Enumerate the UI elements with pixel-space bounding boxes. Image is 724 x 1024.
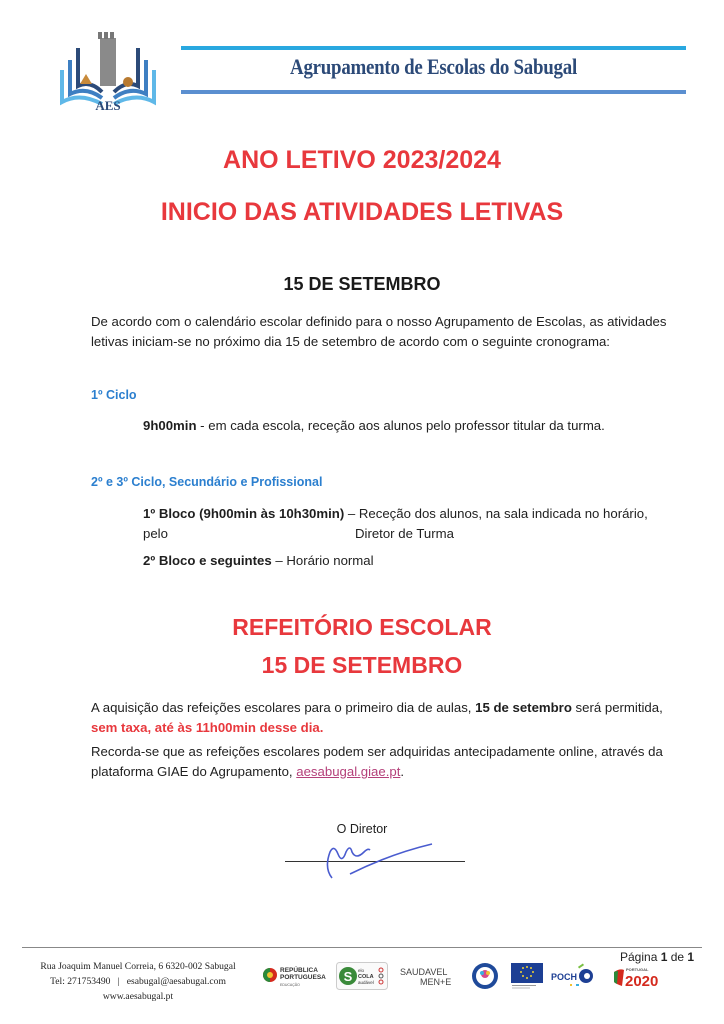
text: . (400, 764, 405, 779)
cafeteria-paragraph (91, 698, 671, 738)
page-of: de (667, 950, 688, 964)
director-label: O Diretor (336, 822, 388, 836)
address: Rua Joaquim Manuel Correia, 6 6320-002 Sabugal (40, 961, 236, 972)
intro-paragraph: De acordo com o calendário escolar definido para o nosso Agrupamento de Escolas, as atividades letivas iniciam-se no próximo dia 15 de setembro de acordo com o seguinte cronograma: (91, 314, 667, 349)
republica-portuguesa-logo (262, 962, 334, 990)
eco-escola-logo (336, 962, 388, 990)
logo-text: PORTUGAL (626, 967, 649, 972)
logo-text: SAUDAVEL (400, 967, 448, 977)
logo-text: elo (358, 968, 365, 973)
portugal-2020-logo (612, 962, 668, 990)
text: Recorda-se que as refeições escolares podem ser adquiridas antecipadamente online, através da plataforma GIAE do Agrupamento, (91, 744, 663, 779)
schedule-text: - em cada escola, receção aos alunos pelo professor titular da turma. (196, 418, 605, 433)
logo-text: COLA (358, 974, 374, 980)
logo-text: PORTUGUESA (280, 974, 326, 981)
schedule-text-continuation: Diretor de Turma (355, 526, 454, 541)
website[interactable]: www.aesabugal.pt (102, 991, 174, 1002)
page-current: 1 (660, 950, 668, 964)
separator: | (117, 976, 120, 987)
online-purchase-paragraph (91, 742, 671, 782)
phone: Tel: 271753490 (50, 976, 111, 987)
header-bar-bottom (181, 90, 686, 94)
text: A aquisição das refeições escolares para o primeiro dia de aulas, (91, 700, 476, 715)
logo-text: AES (95, 98, 121, 112)
logo-text: REPÚBLICA (280, 967, 318, 974)
eu-flag-logo (510, 962, 544, 990)
page-total: 1 (687, 950, 695, 964)
no-fee-notice: sem taxa, até às 11h00min desse dia. (91, 720, 324, 735)
school-year-title: ANO LETIVO 2023/2024 (223, 146, 501, 174)
schedule-item (143, 416, 605, 436)
poch-logo (550, 962, 600, 990)
cafeteria-date: 15 DE SETEMBRO (261, 652, 463, 678)
email[interactable]: esabugal@aesabugal.com (126, 976, 226, 987)
giae-link[interactable]: aesabugal.giae.pt (296, 764, 401, 779)
schedule-text: – Horário normal (271, 553, 374, 568)
start-activities-title: INICIO DAS ATIVIDADES LETIVAS (160, 198, 564, 226)
schedule-text: – Receção dos alunos, na sala indicada no horário, pelo (143, 506, 648, 541)
school-logo (58, 30, 158, 112)
organization-name: Agrupamento de Escolas do Sabugal (290, 54, 577, 79)
logo-text: MEN+E (420, 977, 452, 987)
logo-text: POCH (551, 972, 578, 982)
aces-badge-logo (470, 962, 500, 990)
section-label-2-3-ciclo: 2º e 3º Ciclo, Secundário e Profissional (91, 475, 323, 489)
start-date: 15 DE SETEMBRO (283, 274, 441, 294)
footer-contact (24, 959, 252, 1004)
footer-divider (22, 947, 702, 948)
cafeteria-title: REFEITÓRIO ESCOLAR (232, 614, 492, 640)
page-label: Página (620, 950, 661, 964)
logo-text: EDUCAÇÃO (280, 983, 300, 987)
schedule-time: 2º Bloco e seguintes (143, 553, 272, 568)
schedule-time: 1º Bloco (9h00min às 10h30min) (143, 506, 345, 521)
schedule-item (143, 551, 374, 571)
signature-image (320, 838, 440, 882)
schedule-time: 9h00min (143, 418, 197, 433)
bold-date: 15 de setembro (475, 700, 572, 715)
svg-text:S: S (343, 969, 353, 984)
text: será permitida, (571, 700, 663, 715)
logo-text: audável (358, 980, 374, 985)
header-bar-top (181, 46, 686, 50)
logo-text: 2020 (625, 973, 659, 990)
saudavelmente-logo (398, 962, 464, 990)
section-label-1-ciclo: 1º Ciclo (91, 388, 137, 402)
